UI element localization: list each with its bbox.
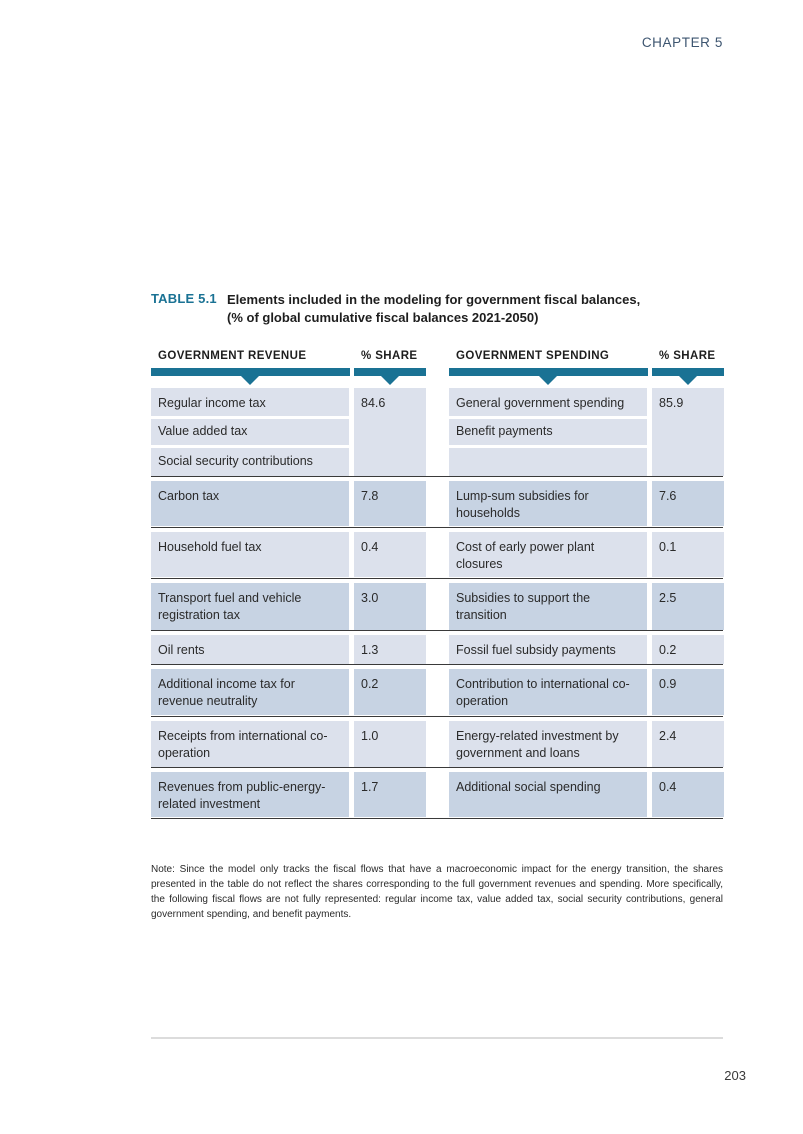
table-cell-revenue-share: 1.0: [354, 721, 426, 767]
table-cell-spending-share: 0.2: [652, 635, 724, 664]
row-divider: [151, 767, 723, 768]
header-bar-spending-share: [652, 368, 724, 376]
page-number: 203: [724, 1068, 746, 1083]
row-divider: [151, 630, 723, 631]
table-cell-revenue: Carbon tax: [151, 481, 349, 526]
table-cell-spending: Benefit payments: [449, 419, 647, 445]
table-cell-spending: [449, 448, 647, 476]
table-cell-revenue: Receipts from international co-operation: [151, 721, 349, 767]
table-cell-spending: Additional social spending: [449, 772, 647, 817]
table-cell-spending: General government spending: [449, 388, 647, 416]
footer-divider: [151, 1037, 723, 1039]
table-cell-revenue-share: 0.2: [354, 669, 426, 715]
table-cell-spending: Lump-sum subsidies for households: [449, 481, 647, 526]
header-notch-spending-share: [679, 376, 697, 385]
table-cell-revenue: Household fuel tax: [151, 532, 349, 577]
table-cell-spending-share: 7.6: [652, 481, 724, 526]
table-cell-spending-share: 2.5: [652, 583, 724, 630]
table-title-line-2: (% of global cumulative fiscal balances 2021-2050): [227, 310, 539, 325]
table-cell-revenue-share: 7.8: [354, 481, 426, 526]
table-note: Note: Since the model only tracks the fiscal flows that have a macroeconomic impact for the energy transition, the shares presented in the table do not reflect the shares corresponding to the full government revenues and spending. More specifically, the following fiscal flows are not fully represented: regular income tax, value added tax, social security contributions, general government spending, and benefit payments.: [151, 864, 723, 920]
table-cell-spending: Fossil fuel subsidy payments: [449, 635, 647, 664]
table-cell-spending-share: 2.4: [652, 721, 724, 767]
table-title-line-1: Elements included in the modeling for government fiscal balances,: [227, 292, 641, 307]
row-divider: [151, 716, 723, 717]
header-spending-share: % SHARE: [659, 350, 716, 362]
table-cell-revenue-share: 1.7: [354, 772, 426, 817]
row-divider: [151, 578, 723, 579]
table-cell-spending: Energy-related investment by government and loans: [449, 721, 647, 767]
table-cell-revenue: Additional income tax for revenue neutrality: [151, 669, 349, 715]
header-bar-revenue-share: [354, 368, 426, 376]
table-cell-revenue: Regular income tax: [151, 388, 349, 416]
table-cell-spending-share: 0.9: [652, 669, 724, 715]
table-cell-spending: Cost of early power plant closures: [449, 532, 647, 577]
row-divider: [151, 476, 723, 477]
table-title: [227, 291, 727, 327]
table-number: TABLE 5.1: [151, 291, 217, 306]
table-cell-revenue: Revenues from public-energy-related investment: [151, 772, 349, 817]
table-cell-revenue: Social security contributions: [151, 448, 349, 476]
table-cell-revenue: Transport fuel and vehicle registration tax: [151, 583, 349, 630]
table-cell-revenue: Value added tax: [151, 419, 349, 445]
table-cell-spending-share: 0.1: [652, 532, 724, 577]
header-notch-revenue: [241, 376, 259, 385]
header-government-spending: GOVERNMENT SPENDING: [456, 350, 610, 362]
table-cell-revenue-share: 84.6: [354, 388, 426, 476]
header-notch-revenue-share: [381, 376, 399, 385]
header-revenue-share: % SHARE: [361, 350, 418, 362]
table-bottom-rule: [151, 818, 723, 819]
table-cell-spending: Subsidies to support the transition: [449, 583, 647, 630]
table-cell-revenue-share: 3.0: [354, 583, 426, 630]
header-notch-spending: [539, 376, 557, 385]
row-divider: [151, 664, 723, 665]
table-cell-spending-share: 85.9: [652, 388, 724, 476]
header-government-revenue: GOVERNMENT REVENUE: [158, 350, 307, 362]
chapter-label: CHAPTER 5: [641, 35, 723, 50]
row-divider: [151, 527, 723, 528]
table-cell-revenue-share: 0.4: [354, 532, 426, 577]
table-cell-revenue: Oil rents: [151, 635, 349, 664]
table-cell-spending: Contribution to international co-operation: [449, 669, 647, 715]
header-bar-spending: [449, 368, 648, 376]
header-bar-revenue: [151, 368, 350, 376]
table-cell-revenue-share: 1.3: [354, 635, 426, 664]
table-cell-spending-share: 0.4: [652, 772, 724, 817]
